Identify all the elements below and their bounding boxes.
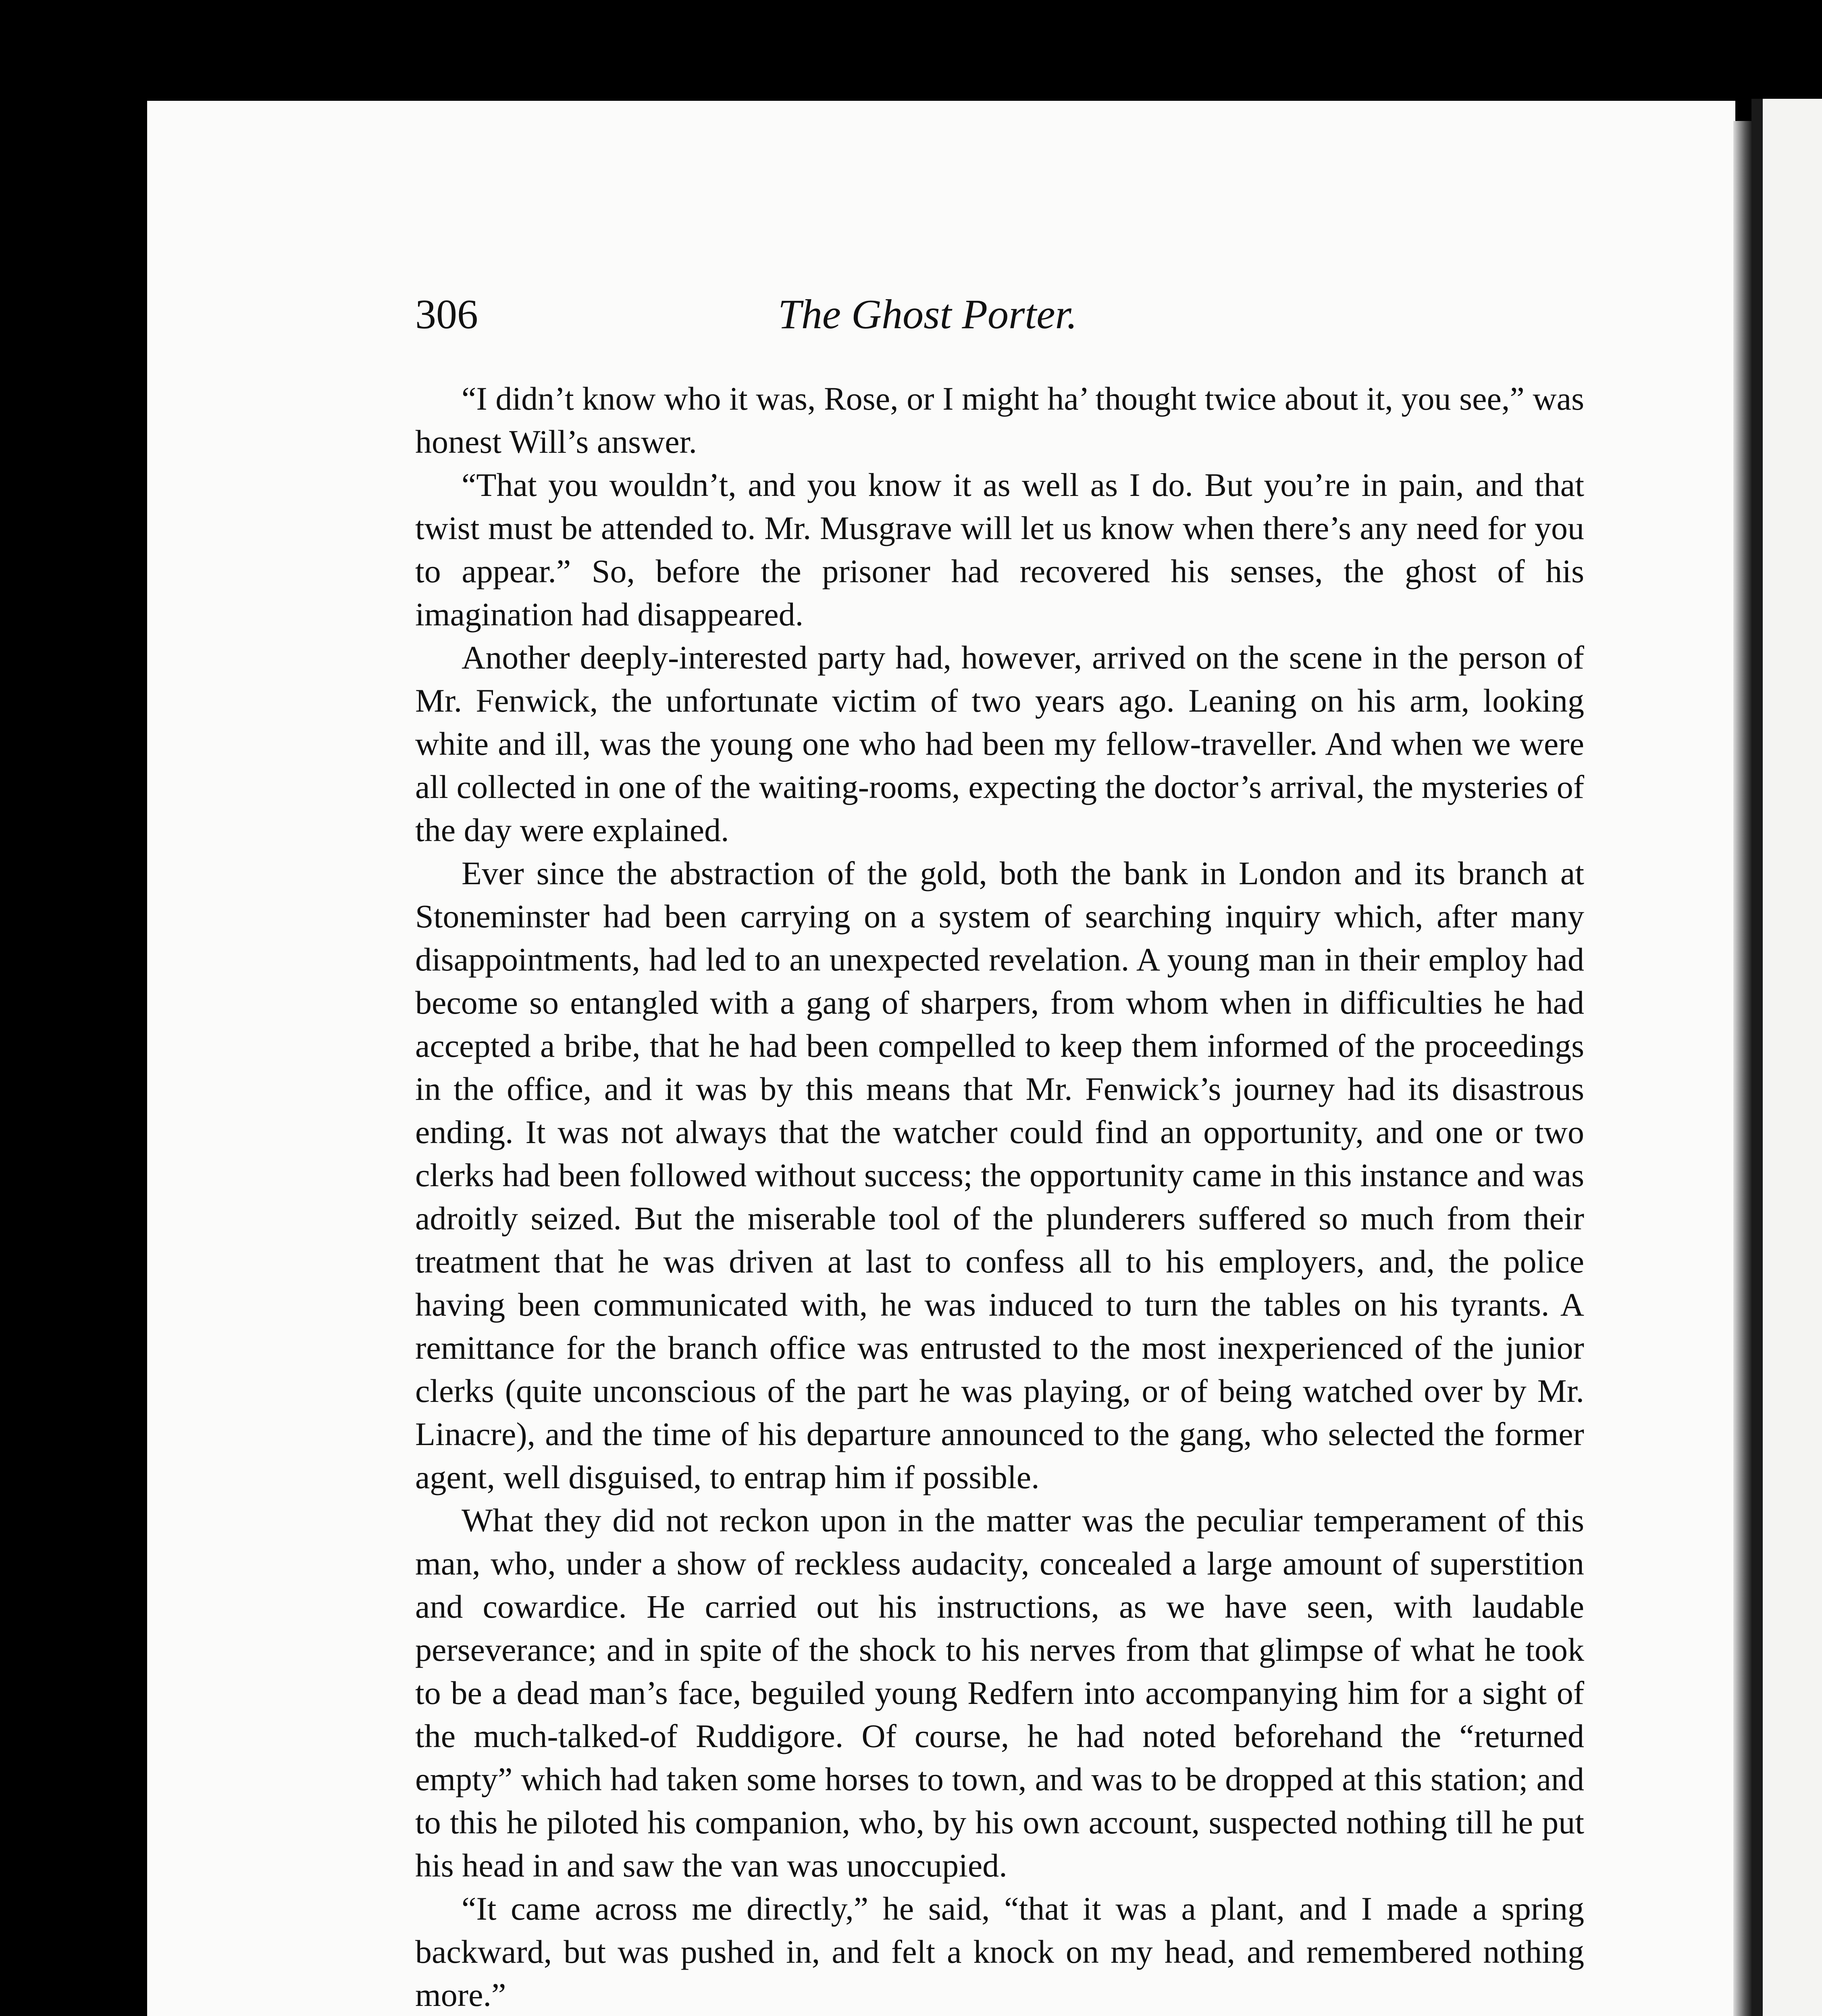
paragraph: What they did not reckon upon in the matter was the peculiar temperament of this man, who, under a show of reckless audacity, concealed a large amount of superstition and cowardice. He carried out his instructions, as we have seen, with laudable perseverance; and in spite of the shock to his nerves from that glimpse of what he took to be a dead man’s face, beguiled young Redfern into accompanying him for a sight of the much-talked-of Ruddigore. Of course, he had noted beforehand the “returned empty” which had taken some horses to town, and was to be dropped at this station; and to this he piloted his companion, who, by his own account, suspected nothing till he put his head in and saw the van was unoccupied.	[415, 1502, 1584, 1884]
paragraph: “That you wouldn’t, and you know it as well as I do. But you’re in pain, and that twist must be attended to. Mr. Musgrave will let us know when there’s any need for you to appear.” So, before the prisoner had recovered his senses, the ghost of his imagination had disappeared.	[415, 467, 1584, 633]
facing-page-edge	[1751, 99, 1822, 2016]
paragraph: Another deeply-interested party had, however, arrived on the scene in the person of Mr. Fenwick, the unfortunate victim of two years ago. Leaning on his arm, looking white and ill, was the young one who had been my fellow-traveller. And when we were all collected in one of the waiting-rooms, expecting the doctor’s arrival, the mysteries of the day were explained.	[415, 639, 1584, 848]
body-text	[415, 377, 1584, 2016]
paragraph: Ever since the abstraction of the gold, both the bank in London and its branch at Stoneminster had been carrying on a system of searching inquiry which, after many disappointments, had led to an unexpected revelation. A young man in their employ had become so entangled with a gang of sharpers, from whom when in difficulties he had accepted a bribe, that he had been compelled to keep them informed of the proceedings in the office, and it was by this means that Mr. Fenwick’s journey had its disastrous ending. It was not always that the watcher could find an opportunity, and one or two clerks had been followed without success; the opportunity came in this instance and was adroitly seized. But the miserable tool of the plunderers suffered so much from their treatment that he was driven at last to confess all to his employers, and, the police having been communicated with, he was induced to turn the tables on his tyrants. A remittance for the branch office was entrusted to the most inexperienced of the junior clerks (quite unconscious of the part he was playing, or of being watched over by Mr. Linacre), and the time of his departure announced to the gang, who selected the former agent, well disguised, to entrap him if possible.	[415, 855, 1584, 1495]
binding-gutter	[1733, 121, 1753, 2016]
paragraph: “It came across me directly,” he said, “that it was a plant, and I made a spring backward, but was pushed in, and felt a knock on my head, and remembered nothing more.”	[415, 1890, 1584, 2013]
paragraph: “I didn’t know who it was, Rose, or I might ha’ thought twice about it, you see,” was honest Will’s answer.	[415, 380, 1584, 460]
page-number: 306	[415, 291, 478, 337]
page-header	[415, 290, 1584, 351]
scan-background-left	[0, 0, 137, 2016]
running-title: The Ghost Porter.	[778, 291, 1077, 337]
